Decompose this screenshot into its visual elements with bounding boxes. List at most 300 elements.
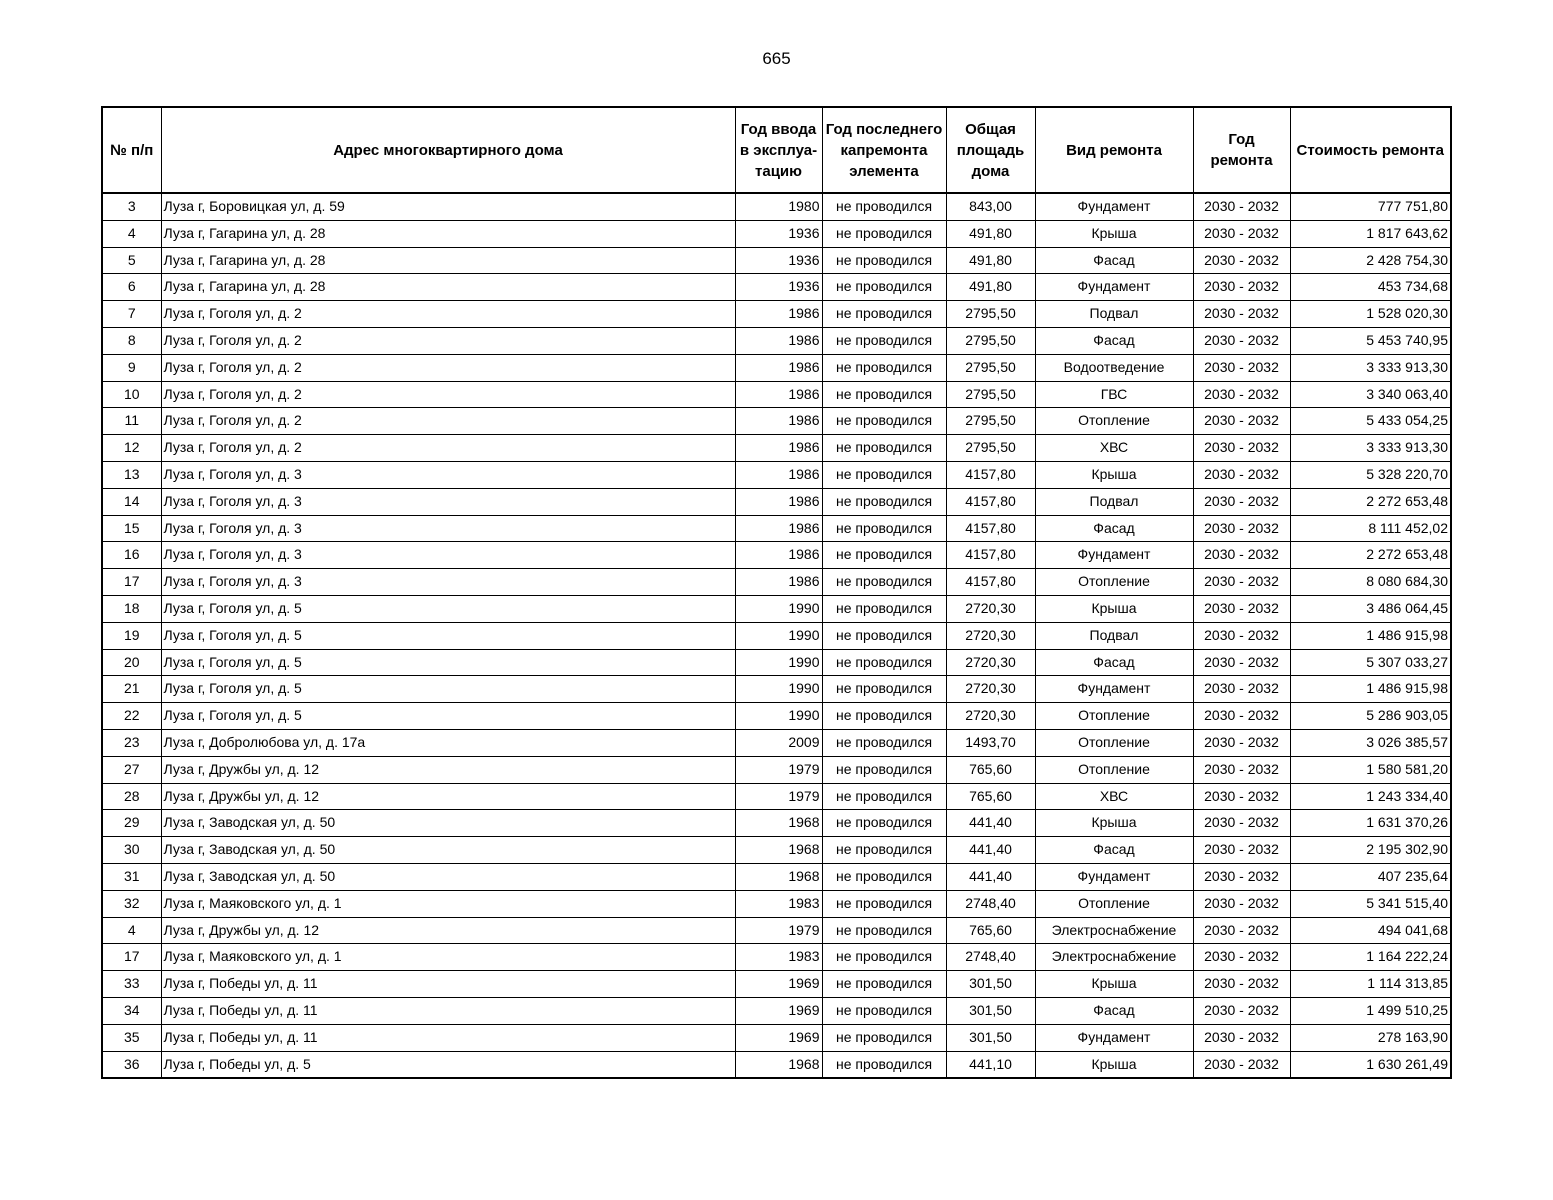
- cell-address: Луза г, Гоголя ул, д. 3: [161, 515, 735, 542]
- cell-address: Луза г, Маяковского ул, д. 1: [161, 890, 735, 917]
- cell-address: Луза г, Боровицкая ул, д. 59: [161, 193, 735, 220]
- cell-area: 2795,50: [946, 327, 1035, 354]
- cell-area: 1493,70: [946, 729, 1035, 756]
- cell-last-repair: не проводился: [822, 1024, 946, 1051]
- cell-num: 4: [102, 220, 161, 247]
- cell-num: 31: [102, 863, 161, 890]
- cell-last-repair: не проводился: [822, 247, 946, 274]
- cell-repair-year: 2030 - 2032: [1193, 1051, 1290, 1078]
- cell-repair-year: 2030 - 2032: [1193, 622, 1290, 649]
- cell-num: 36: [102, 1051, 161, 1078]
- cell-num: 17: [102, 569, 161, 596]
- cell-cost: 1 817 643,62: [1290, 220, 1451, 247]
- cell-num: 32: [102, 890, 161, 917]
- cell-repair-year: 2030 - 2032: [1193, 461, 1290, 488]
- cell-num: 29: [102, 810, 161, 837]
- table-row: [102, 676, 1451, 703]
- cell-cost: 278 163,90: [1290, 1024, 1451, 1051]
- cell-last-repair: не проводился: [822, 944, 946, 971]
- cell-repair-year: 2030 - 2032: [1193, 756, 1290, 783]
- cell-repair-type: Подвал: [1035, 301, 1193, 328]
- cell-year: 1990: [735, 703, 822, 730]
- cell-cost: 2 272 653,48: [1290, 542, 1451, 569]
- cell-last-repair: не проводился: [822, 837, 946, 864]
- cell-num: 10: [102, 381, 161, 408]
- cell-address: Луза г, Гоголя ул, д. 2: [161, 435, 735, 462]
- cell-last-repair: не проводился: [822, 756, 946, 783]
- cell-num: 4: [102, 917, 161, 944]
- cell-year: 1986: [735, 408, 822, 435]
- cell-address: Луза г, Добролюбова ул, д. 17а: [161, 729, 735, 756]
- cell-area: 4157,80: [946, 461, 1035, 488]
- cell-area: 765,60: [946, 783, 1035, 810]
- table-row: [102, 408, 1451, 435]
- table-row: [102, 435, 1451, 462]
- cell-year: 1968: [735, 863, 822, 890]
- cell-repair-year: 2030 - 2032: [1193, 354, 1290, 381]
- cell-num: 11: [102, 408, 161, 435]
- table-row: [102, 301, 1451, 328]
- cell-num: 30: [102, 837, 161, 864]
- cell-repair-year: 2030 - 2032: [1193, 381, 1290, 408]
- cell-year: 1986: [735, 461, 822, 488]
- table-row: [102, 542, 1451, 569]
- cell-year: 1979: [735, 783, 822, 810]
- cell-last-repair: не проводился: [822, 917, 946, 944]
- cell-last-repair: не проводился: [822, 729, 946, 756]
- cell-repair-type: ХВС: [1035, 435, 1193, 462]
- cell-area: 4157,80: [946, 488, 1035, 515]
- cell-address: Луза г, Гоголя ул, д. 3: [161, 488, 735, 515]
- cell-area: 765,60: [946, 756, 1035, 783]
- cell-cost: 2 195 302,90: [1290, 837, 1451, 864]
- cell-year: 1968: [735, 1051, 822, 1078]
- cell-repair-type: Отопление: [1035, 408, 1193, 435]
- header-repair-type: Вид ремонта: [1035, 107, 1193, 193]
- cell-repair-type: Электроснабжение: [1035, 917, 1193, 944]
- cell-repair-year: 2030 - 2032: [1193, 729, 1290, 756]
- cell-num: 28: [102, 783, 161, 810]
- cell-last-repair: не проводился: [822, 274, 946, 301]
- cell-last-repair: не проводился: [822, 783, 946, 810]
- cell-address: Луза г, Гоголя ул, д. 5: [161, 676, 735, 703]
- cell-last-repair: не проводился: [822, 810, 946, 837]
- cell-repair-type: Крыша: [1035, 810, 1193, 837]
- cell-cost: 1 486 915,98: [1290, 676, 1451, 703]
- cell-num: 13: [102, 461, 161, 488]
- cell-repair-type: ГВС: [1035, 381, 1193, 408]
- cell-repair-year: 2030 - 2032: [1193, 997, 1290, 1024]
- cell-repair-year: 2030 - 2032: [1193, 488, 1290, 515]
- cell-repair-year: 2030 - 2032: [1193, 595, 1290, 622]
- cell-repair-year: 2030 - 2032: [1193, 542, 1290, 569]
- cell-repair-type: Фундамент: [1035, 676, 1193, 703]
- cell-area: 2720,30: [946, 649, 1035, 676]
- cell-num: 34: [102, 997, 161, 1024]
- cell-last-repair: не проводился: [822, 676, 946, 703]
- cell-year: 1990: [735, 649, 822, 676]
- cell-num: 9: [102, 354, 161, 381]
- cell-repair-year: 2030 - 2032: [1193, 863, 1290, 890]
- cell-repair-year: 2030 - 2032: [1193, 676, 1290, 703]
- table-row: [102, 810, 1451, 837]
- cell-repair-year: 2030 - 2032: [1193, 944, 1290, 971]
- cell-num: 3: [102, 193, 161, 220]
- cell-year: 1986: [735, 381, 822, 408]
- cell-cost: 3 486 064,45: [1290, 595, 1451, 622]
- cell-year: 2009: [735, 729, 822, 756]
- cell-area: 4157,80: [946, 515, 1035, 542]
- cell-repair-type: Фасад: [1035, 649, 1193, 676]
- cell-area: 491,80: [946, 274, 1035, 301]
- cell-last-repair: не проводился: [822, 354, 946, 381]
- cell-cost: 407 235,64: [1290, 863, 1451, 890]
- cell-num: 33: [102, 971, 161, 998]
- cell-year: 1969: [735, 971, 822, 998]
- cell-cost: 5 341 515,40: [1290, 890, 1451, 917]
- cell-repair-type: Фасад: [1035, 515, 1193, 542]
- cell-cost: 1 580 581,20: [1290, 756, 1451, 783]
- cell-year: 1969: [735, 1024, 822, 1051]
- cell-area: 2795,50: [946, 381, 1035, 408]
- cell-repair-year: 2030 - 2032: [1193, 274, 1290, 301]
- cell-num: 35: [102, 1024, 161, 1051]
- cell-address: Луза г, Заводская ул, д. 50: [161, 863, 735, 890]
- cell-year: 1990: [735, 622, 822, 649]
- cell-repair-type: Водоотведение: [1035, 354, 1193, 381]
- cell-last-repair: не проводился: [822, 649, 946, 676]
- cell-repair-year: 2030 - 2032: [1193, 515, 1290, 542]
- cell-year: 1983: [735, 944, 822, 971]
- cell-year: 1936: [735, 274, 822, 301]
- cell-repair-type: Фасад: [1035, 997, 1193, 1024]
- cell-address: Луза г, Гагарина ул, д. 28: [161, 247, 735, 274]
- cell-address: Луза г, Победы ул, д. 11: [161, 971, 735, 998]
- cell-last-repair: не проводился: [822, 622, 946, 649]
- cell-address: Луза г, Победы ул, д. 11: [161, 997, 735, 1024]
- cell-area: 2795,50: [946, 301, 1035, 328]
- cell-last-repair: не проводился: [822, 193, 946, 220]
- table-row: [102, 327, 1451, 354]
- cell-year: 1990: [735, 595, 822, 622]
- cell-cost: 3 333 913,30: [1290, 435, 1451, 462]
- cell-address: Луза г, Гоголя ул, д. 5: [161, 595, 735, 622]
- cell-num: 17: [102, 944, 161, 971]
- cell-address: Луза г, Победы ул, д. 11: [161, 1024, 735, 1051]
- cell-address: Луза г, Гоголя ул, д. 2: [161, 327, 735, 354]
- cell-address: Луза г, Дружбы ул, д. 12: [161, 783, 735, 810]
- cell-address: Луза г, Гоголя ул, д. 5: [161, 703, 735, 730]
- cell-last-repair: не проводился: [822, 488, 946, 515]
- table-row: [102, 193, 1451, 220]
- cell-area: 491,80: [946, 220, 1035, 247]
- cell-repair-type: ХВС: [1035, 783, 1193, 810]
- table-row: [102, 971, 1451, 998]
- cell-cost: 453 734,68: [1290, 274, 1451, 301]
- page-number: 665: [762, 49, 791, 68]
- cell-num: 22: [102, 703, 161, 730]
- cell-cost: 8 111 452,02: [1290, 515, 1451, 542]
- cell-area: 2720,30: [946, 676, 1035, 703]
- table-row: [102, 381, 1451, 408]
- cell-year: 1986: [735, 515, 822, 542]
- cell-repair-type: Фундамент: [1035, 274, 1193, 301]
- cell-cost: 1 528 020,30: [1290, 301, 1451, 328]
- cell-area: 2748,40: [946, 890, 1035, 917]
- cell-repair-year: 2030 - 2032: [1193, 435, 1290, 462]
- table-row: [102, 569, 1451, 596]
- cell-area: 2720,30: [946, 595, 1035, 622]
- cell-area: 2748,40: [946, 944, 1035, 971]
- cell-last-repair: не проводился: [822, 327, 946, 354]
- cell-year: 1986: [735, 327, 822, 354]
- cell-repair-year: 2030 - 2032: [1193, 220, 1290, 247]
- table-row: [102, 1051, 1451, 1078]
- cell-year: 1979: [735, 917, 822, 944]
- cell-year: 1980: [735, 193, 822, 220]
- cell-cost: 1 164 222,24: [1290, 944, 1451, 971]
- cell-repair-year: 2030 - 2032: [1193, 783, 1290, 810]
- cell-repair-type: Подвал: [1035, 622, 1193, 649]
- cell-num: 8: [102, 327, 161, 354]
- cell-cost: 1 114 313,85: [1290, 971, 1451, 998]
- table-row: [102, 649, 1451, 676]
- repair-table: [101, 106, 1452, 1079]
- cell-area: 2795,50: [946, 354, 1035, 381]
- cell-year: 1983: [735, 890, 822, 917]
- cell-area: 441,40: [946, 863, 1035, 890]
- cell-last-repair: не проводился: [822, 569, 946, 596]
- header-repair-year: Год ремонта: [1193, 107, 1290, 193]
- cell-area: 441,40: [946, 810, 1035, 837]
- cell-cost: 1 499 510,25: [1290, 997, 1451, 1024]
- cell-address: Луза г, Дружбы ул, д. 12: [161, 756, 735, 783]
- cell-area: 301,50: [946, 1024, 1035, 1051]
- cell-address: Луза г, Гоголя ул, д. 2: [161, 408, 735, 435]
- cell-area: 441,10: [946, 1051, 1035, 1078]
- table-row: [102, 917, 1451, 944]
- cell-last-repair: не проводился: [822, 863, 946, 890]
- table-row: [102, 515, 1451, 542]
- cell-last-repair: не проводился: [822, 220, 946, 247]
- cell-cost: 8 080 684,30: [1290, 569, 1451, 596]
- cell-address: Луза г, Гоголя ул, д. 2: [161, 301, 735, 328]
- cell-repair-year: 2030 - 2032: [1193, 247, 1290, 274]
- cell-num: 18: [102, 595, 161, 622]
- cell-repair-type: Отопление: [1035, 756, 1193, 783]
- cell-cost: 1 630 261,49: [1290, 1051, 1451, 1078]
- cell-address: Луза г, Гоголя ул, д. 3: [161, 569, 735, 596]
- cell-repair-type: Фасад: [1035, 837, 1193, 864]
- cell-repair-type: Подвал: [1035, 488, 1193, 515]
- cell-repair-year: 2030 - 2032: [1193, 408, 1290, 435]
- cell-repair-year: 2030 - 2032: [1193, 703, 1290, 730]
- cell-last-repair: не проводился: [822, 890, 946, 917]
- cell-cost: 5 286 903,05: [1290, 703, 1451, 730]
- cell-num: 6: [102, 274, 161, 301]
- cell-num: 14: [102, 488, 161, 515]
- cell-year: 1986: [735, 354, 822, 381]
- cell-last-repair: не проводился: [822, 301, 946, 328]
- cell-repair-year: 2030 - 2032: [1193, 649, 1290, 676]
- cell-address: Луза г, Гоголя ул, д. 2: [161, 381, 735, 408]
- cell-address: Луза г, Гоголя ул, д. 5: [161, 649, 735, 676]
- cell-repair-type: Отопление: [1035, 890, 1193, 917]
- cell-num: 27: [102, 756, 161, 783]
- cell-last-repair: не проводился: [822, 408, 946, 435]
- cell-year: 1986: [735, 435, 822, 462]
- cell-address: Луза г, Гагарина ул, д. 28: [161, 274, 735, 301]
- cell-num: 21: [102, 676, 161, 703]
- cell-cost: 494 041,68: [1290, 917, 1451, 944]
- cell-num: 19: [102, 622, 161, 649]
- cell-cost: 3 333 913,30: [1290, 354, 1451, 381]
- cell-repair-year: 2030 - 2032: [1193, 569, 1290, 596]
- table-row: [102, 488, 1451, 515]
- cell-year: 1986: [735, 301, 822, 328]
- cell-area: 765,60: [946, 917, 1035, 944]
- cell-repair-year: 2030 - 2032: [1193, 193, 1290, 220]
- cell-cost: 777 751,80: [1290, 193, 1451, 220]
- cell-area: 301,50: [946, 971, 1035, 998]
- cell-repair-type: Фундамент: [1035, 863, 1193, 890]
- cell-address: Луза г, Заводская ул, д. 50: [161, 810, 735, 837]
- cell-repair-year: 2030 - 2032: [1193, 890, 1290, 917]
- cell-address: Луза г, Гоголя ул, д. 3: [161, 461, 735, 488]
- cell-cost: 1 631 370,26: [1290, 810, 1451, 837]
- table-row: [102, 944, 1451, 971]
- cell-year: 1979: [735, 756, 822, 783]
- cell-last-repair: не проводился: [822, 381, 946, 408]
- cell-cost: 5 433 054,25: [1290, 408, 1451, 435]
- cell-area: 4157,80: [946, 542, 1035, 569]
- table-row: [102, 756, 1451, 783]
- table-row: [102, 997, 1451, 1024]
- cell-last-repair: не проводился: [822, 971, 946, 998]
- header-address: Адрес многоквартирного дома: [161, 107, 735, 193]
- cell-area: 4157,80: [946, 569, 1035, 596]
- cell-year: 1968: [735, 837, 822, 864]
- cell-num: 15: [102, 515, 161, 542]
- cell-repair-type: Фасад: [1035, 247, 1193, 274]
- cell-cost: 1 486 915,98: [1290, 622, 1451, 649]
- cell-address: Луза г, Гоголя ул, д. 5: [161, 622, 735, 649]
- cell-cost: 5 453 740,95: [1290, 327, 1451, 354]
- cell-address: Луза г, Дружбы ул, д. 12: [161, 917, 735, 944]
- cell-year: 1969: [735, 997, 822, 1024]
- cell-last-repair: не проводился: [822, 1051, 946, 1078]
- cell-num: 7: [102, 301, 161, 328]
- table-row: [102, 729, 1451, 756]
- cell-repair-year: 2030 - 2032: [1193, 917, 1290, 944]
- cell-repair-year: 2030 - 2032: [1193, 327, 1290, 354]
- table-row: [102, 622, 1451, 649]
- cell-area: 491,80: [946, 247, 1035, 274]
- table-row: [102, 863, 1451, 890]
- cell-num: 20: [102, 649, 161, 676]
- table-row: [102, 595, 1451, 622]
- cell-last-repair: не проводился: [822, 997, 946, 1024]
- cell-repair-type: Отопление: [1035, 569, 1193, 596]
- cell-area: 843,00: [946, 193, 1035, 220]
- cell-repair-type: Крыша: [1035, 220, 1193, 247]
- table-row: [102, 890, 1451, 917]
- cell-repair-year: 2030 - 2032: [1193, 971, 1290, 998]
- cell-year: 1986: [735, 569, 822, 596]
- cell-repair-year: 2030 - 2032: [1193, 1024, 1290, 1051]
- cell-repair-type: Крыша: [1035, 595, 1193, 622]
- table-row: [102, 1024, 1451, 1051]
- cell-address: Луза г, Гоголя ул, д. 3: [161, 542, 735, 569]
- table-row: [102, 354, 1451, 381]
- cell-area: 2720,30: [946, 622, 1035, 649]
- cell-cost: 5 328 220,70: [1290, 461, 1451, 488]
- cell-year: 1986: [735, 488, 822, 515]
- cell-year: 1986: [735, 542, 822, 569]
- cell-last-repair: не проводился: [822, 461, 946, 488]
- cell-address: Луза г, Гагарина ул, д. 28: [161, 220, 735, 247]
- cell-cost: 1 243 334,40: [1290, 783, 1451, 810]
- header-cost: Стоимость ремонта: [1290, 107, 1451, 193]
- cell-num: 16: [102, 542, 161, 569]
- table-row: [102, 247, 1451, 274]
- cell-address: Луза г, Гоголя ул, д. 2: [161, 354, 735, 381]
- table-row: [102, 837, 1451, 864]
- cell-repair-type: Фундамент: [1035, 1024, 1193, 1051]
- header-num: № п/п: [102, 107, 161, 193]
- cell-repair-type: Крыша: [1035, 1051, 1193, 1078]
- cell-repair-type: Фундамент: [1035, 193, 1193, 220]
- cell-area: 441,40: [946, 837, 1035, 864]
- cell-year: 1968: [735, 810, 822, 837]
- cell-repair-type: Электроснабжение: [1035, 944, 1193, 971]
- cell-last-repair: не проводился: [822, 595, 946, 622]
- cell-area: 2795,50: [946, 408, 1035, 435]
- cell-area: 2720,30: [946, 703, 1035, 730]
- table-row: [102, 220, 1451, 247]
- cell-repair-year: 2030 - 2032: [1193, 810, 1290, 837]
- cell-cost: 5 307 033,27: [1290, 649, 1451, 676]
- cell-year: 1990: [735, 676, 822, 703]
- cell-repair-type: Отопление: [1035, 729, 1193, 756]
- cell-year: 1936: [735, 220, 822, 247]
- table-row: [102, 703, 1451, 730]
- cell-num: 5: [102, 247, 161, 274]
- cell-last-repair: не проводился: [822, 515, 946, 542]
- cell-repair-year: 2030 - 2032: [1193, 837, 1290, 864]
- table-row: [102, 274, 1451, 301]
- header-year-commission: Год ввода в эксплуа-тацию: [735, 107, 822, 193]
- cell-area: 301,50: [946, 997, 1035, 1024]
- cell-repair-type: Отопление: [1035, 703, 1193, 730]
- cell-year: 1936: [735, 247, 822, 274]
- cell-last-repair: не проводился: [822, 542, 946, 569]
- header-last-repair: Год последнего капремонта элемента: [822, 107, 946, 193]
- cell-repair-type: Фундамент: [1035, 542, 1193, 569]
- cell-repair-type: Крыша: [1035, 971, 1193, 998]
- table-body: [102, 193, 1451, 1078]
- cell-repair-year: 2030 - 2032: [1193, 301, 1290, 328]
- cell-cost: 2 272 653,48: [1290, 488, 1451, 515]
- cell-address: Луза г, Победы ул, д. 5: [161, 1051, 735, 1078]
- header-area: Общая площадь дома: [946, 107, 1035, 193]
- cell-repair-type: Крыша: [1035, 461, 1193, 488]
- cell-cost: 2 428 754,30: [1290, 247, 1451, 274]
- cell-repair-type: Фасад: [1035, 327, 1193, 354]
- cell-last-repair: не проводился: [822, 435, 946, 462]
- table-row: [102, 461, 1451, 488]
- cell-cost: 3 340 063,40: [1290, 381, 1451, 408]
